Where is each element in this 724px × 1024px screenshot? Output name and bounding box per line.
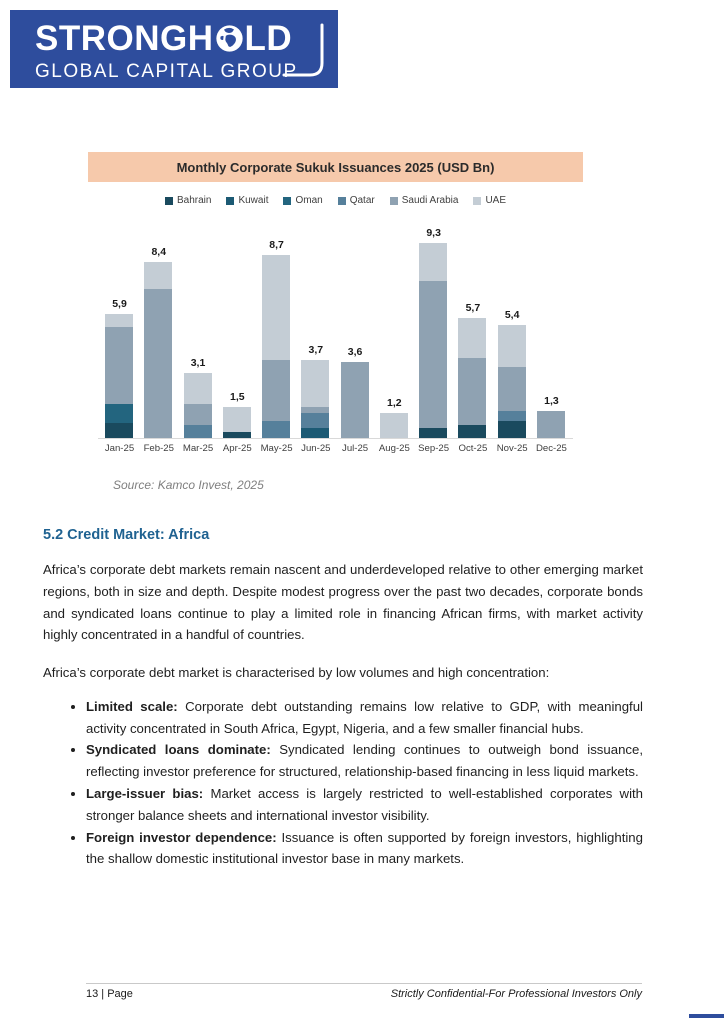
legend-item-bahrain: [165, 195, 211, 206]
bar-segment-uae: [419, 243, 447, 281]
bullet-text: Corporate debt outstanding remains low relative to GDP, with meaningful activity concentrated in South Africa, Egypt, Nigeria, and a few smaller financial hubs.: [86, 698, 643, 736]
plot-area: [100, 226, 571, 438]
bar-column-aug-25: [375, 238, 414, 438]
bar-segment-uae: [223, 407, 251, 432]
bar-segment-saudi-arabia: [458, 358, 486, 425]
legend-item-saudi-arabia: [390, 195, 459, 206]
bar-stack: [105, 314, 133, 438]
corner-accent-bar: [689, 1014, 724, 1018]
bullet-lead: Syndicated loans dominate:: [86, 742, 280, 758]
bar-stack: [223, 407, 251, 438]
bar-column-feb-25: [139, 238, 178, 438]
body-copy: [43, 527, 643, 870]
x-axis-label: May-25: [260, 443, 293, 454]
bullet-item: [86, 827, 643, 871]
bar-total-label: 5,7: [465, 302, 481, 315]
sukuk-chart: [88, 152, 583, 492]
legend-label: Bahrain: [176, 195, 212, 206]
bar-segment-uae: [498, 325, 526, 367]
bullet-lead: Limited scale:: [86, 698, 186, 714]
bar-stack: [458, 318, 486, 438]
legend-label: Qatar: [349, 195, 375, 206]
bar-column-mar-25: [179, 238, 218, 438]
bar-total-label: 8,4: [151, 245, 167, 258]
bullet-text: Market access is largely restricted to well-established corporates with stronger balance sheets and international investor visibility.: [86, 786, 644, 823]
logo-bracket-icon: [280, 22, 328, 80]
bar-stack: [537, 411, 565, 438]
company-logo-banner: [10, 10, 338, 88]
bar-stack: [380, 413, 408, 438]
globe-icon: [215, 24, 244, 53]
bar-total-label: 5,4: [504, 308, 520, 321]
x-axis-label: Nov-25: [496, 443, 528, 454]
legend-swatch-bahrain: [165, 197, 173, 205]
bar-segment-uae: [301, 360, 329, 406]
legend-item-uae: [473, 195, 506, 206]
bar-segment-saudi-arabia: [341, 362, 369, 438]
brand-name-pre: STRONGH: [35, 19, 214, 58]
bar-segment-qatar: [498, 411, 526, 422]
bullet-lead: Foreign investor dependence:: [86, 829, 282, 845]
section-heading: 5.2 Credit Market: Africa: [43, 527, 210, 543]
legend-swatch-saudi-arabia: [390, 197, 398, 205]
bar-total-label: 5,9: [112, 298, 127, 311]
bar-total-label: 3,6: [347, 346, 363, 359]
bar-segment-uae: [262, 255, 290, 360]
legend-swatch-qatar: [338, 197, 346, 205]
legend-item-kuwait: [226, 195, 268, 206]
bar-column-apr-25: [218, 238, 257, 438]
bar-segment-uae: [458, 318, 486, 358]
chart-legend: [88, 195, 583, 206]
bar-segment-saudi-arabia: [144, 289, 172, 438]
page-number: 13 | Page: [86, 988, 133, 1000]
x-axis-label: Feb-25: [143, 443, 174, 454]
bar-total-label: 1,5: [229, 390, 245, 403]
x-axis-label: Jan-25: [104, 443, 135, 454]
bar-stack: [301, 360, 329, 438]
paragraph-2: Africa’s corporate debt market is characterised by low volumes and high concentration:: [43, 665, 550, 681]
paragraph-1: Africa’s corporate debt markets remain nascent and underdeveloped relative to other emerging market regions, both in size and depth. Despite modest progress over the past two decades, corporate bonds and syndicated loans continue to play a limited role in financing African firms, with market activity highly concentrated in a handful of countries.: [43, 562, 643, 643]
bullet-item: [86, 696, 643, 740]
bullet-text: Syndicated lending continues to outweigh bond issuance, reflecting investor preference for structured, relationship-based financing in less liquid markets.: [86, 742, 643, 780]
legend-label: Oman: [295, 195, 323, 206]
chart-title-bar: [88, 152, 583, 182]
bullet-item: [86, 739, 643, 783]
brand-subtitle: GLOBAL CAPITAL GROUP: [35, 61, 298, 82]
bar-segment-bahrain: [498, 421, 526, 438]
legend-item-oman: [283, 195, 322, 206]
bar-stack: [498, 325, 526, 438]
x-axis-label: Jun-25: [301, 443, 331, 454]
bar-segment-uae: [105, 314, 133, 327]
bar-segment-saudi-arabia: [498, 367, 526, 411]
bullet-text: Issuance is often supported by foreign investors, highlighting the shallow domestic institutional investor base in many markets.: [86, 829, 643, 867]
bar-column-oct-25: [453, 238, 492, 438]
bar-segment-uae: [380, 413, 408, 438]
bar-segment-bahrain: [458, 425, 486, 438]
bar-stack: [419, 243, 447, 438]
bar-segment-oman: [105, 404, 133, 423]
bar-total-label: 9,3: [426, 226, 441, 239]
x-axis-label: Sep-25: [418, 443, 450, 454]
bar-column-dec-25: [532, 238, 571, 438]
source-note: Source: Kamco Invest, 2025: [113, 478, 264, 492]
bar-segment-saudi-arabia: [537, 411, 565, 438]
bar-stack: [262, 255, 290, 438]
brand-name-post: LD: [244, 19, 293, 58]
bar-total-label: 3,7: [308, 344, 324, 357]
bar-segment-saudi-arabia: [184, 404, 212, 425]
bar-column-nov-25: [493, 238, 532, 438]
axis-labels: [98, 438, 573, 454]
page-footer: [86, 983, 642, 1000]
bar-total-label: 8,7: [269, 239, 284, 252]
x-axis-label: Aug-25: [378, 443, 410, 454]
bar-column-may-25: [257, 238, 296, 438]
bar-segment-saudi-arabia: [105, 327, 133, 405]
bar-column-jan-25: [100, 238, 139, 438]
bar-stack: [144, 262, 172, 438]
bullet-lead: Large-issuer bias:: [86, 786, 211, 802]
bar-segment-uae: [144, 262, 172, 289]
bar-segment-qatar: [262, 421, 290, 438]
legend-swatch-uae: [473, 197, 481, 205]
bar-segment-bahrain: [105, 423, 133, 438]
legend-swatch-oman: [283, 197, 291, 205]
bar-stack: [184, 373, 212, 438]
confidentiality-notice: Strictly Confidential-For Professional Investors Only: [390, 988, 642, 1000]
bar-segment-uae: [184, 373, 212, 405]
legend-item-qatar: [338, 195, 375, 206]
legend-swatch-kuwait: [226, 197, 234, 205]
bar-segment-kuwait: [301, 428, 329, 439]
bar-total-label: 3,1: [190, 356, 206, 369]
bar-total-label: 1,2: [387, 396, 402, 409]
bar-stack: [341, 362, 369, 438]
legend-label: Saudi Arabia: [401, 195, 459, 206]
bullet-list: [67, 696, 643, 870]
x-axis-label: Jul-25: [342, 443, 369, 454]
bar-column-jun-25: [296, 238, 335, 438]
x-axis-label: Mar-25: [182, 443, 214, 454]
bar-segment-qatar: [184, 425, 212, 438]
bar-segment-saudi-arabia: [262, 360, 290, 421]
x-axis-label: Apr-25: [222, 443, 252, 454]
bar-segment-qatar: [301, 413, 329, 428]
chart-title: Monthly Corporate Sukuk Issuances 2025 (USD Bn): [176, 159, 495, 175]
bar-segment-saudi-arabia: [419, 281, 447, 428]
bar-total-label: 1,3: [544, 394, 559, 407]
bullet-item: [86, 783, 643, 827]
x-axis-label: Oct-25: [458, 443, 488, 454]
bar-segment-bahrain: [419, 428, 447, 439]
legend-label: Kuwait: [238, 195, 269, 206]
bar-segment-bahrain: [223, 432, 251, 438]
bar-column-sep-25: [414, 226, 453, 438]
x-axis-label: Dec-25: [535, 443, 567, 454]
legend-label: UAE: [485, 195, 506, 206]
